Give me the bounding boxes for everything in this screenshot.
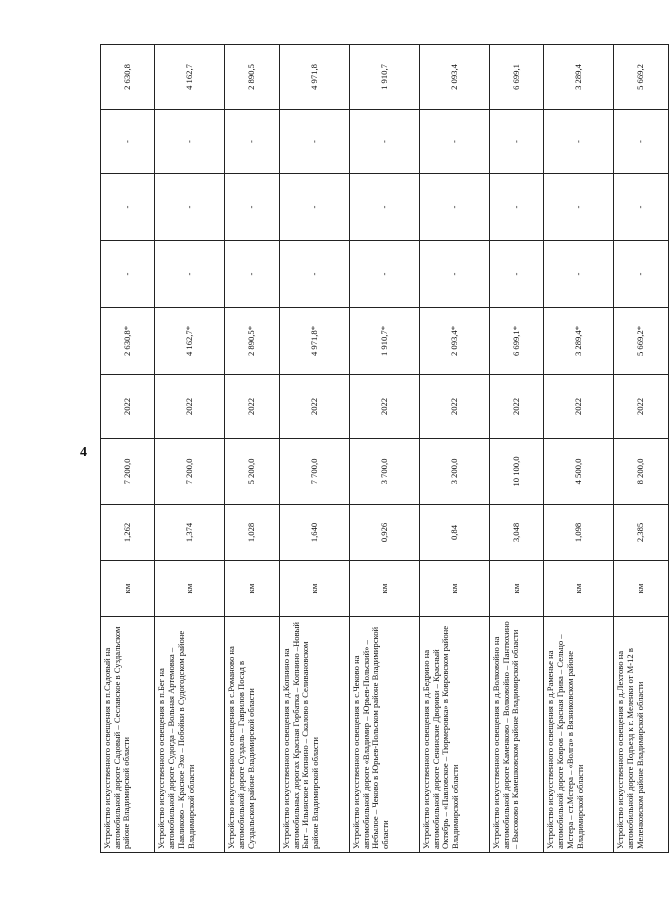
cell-cost: 4 500,0 [544, 439, 614, 505]
cell-extra-1: - [544, 241, 614, 308]
cell-extra-2: - [489, 174, 543, 241]
cell-financing: 1 910,7* [349, 308, 419, 375]
lighting-projects-table [100, 44, 669, 853]
cell-cost: 5 200,0 [225, 439, 279, 505]
cell-extra-3: - [225, 110, 279, 174]
cell-description: Устройство искусственного освещения в с.Романово на автомобильной дороге Суздаль – Гаврилов Посад в Суздальском районе Владимирской области [225, 617, 279, 853]
cell-extra-2: - [101, 174, 155, 241]
cell-extra-3: - [279, 110, 349, 174]
cell-financing: 2 630,8* [101, 308, 155, 375]
cell-description: Устройство искусственного освещения в п.Садовый на автомобильной дороге Садовый – Сеславское в Суздальском районе Владимирской области [101, 617, 155, 853]
cell-cost: 3 200,0 [419, 439, 489, 505]
cell-unit: км [349, 561, 419, 617]
table-row [614, 45, 669, 853]
page-number: 4 [80, 445, 87, 460]
cell-financing: 6 699,1* [489, 308, 543, 375]
cell-total: 3 289,4 [544, 45, 614, 110]
cell-year: 2022 [489, 375, 543, 439]
cell-year: 2022 [225, 375, 279, 439]
cell-extra-1: - [614, 241, 669, 308]
table-row [544, 45, 614, 853]
cell-cost: 3 700,0 [349, 439, 419, 505]
cell-extra-1: - [101, 241, 155, 308]
cell-length: 0,84 [419, 505, 489, 561]
cell-unit: км [155, 561, 225, 617]
cell-cost: 7 200,0 [101, 439, 155, 505]
cell-financing: 4 162,7* [155, 308, 225, 375]
table-row [489, 45, 543, 853]
cell-total: 6 699,1 [489, 45, 543, 110]
cell-total: 2 890,5 [225, 45, 279, 110]
cell-extra-3: - [544, 110, 614, 174]
cell-extra-3: - [489, 110, 543, 174]
cell-length: 0,926 [349, 505, 419, 561]
cell-extra-1: - [489, 241, 543, 308]
cell-extra-2: - [419, 174, 489, 241]
cell-unit: км [101, 561, 155, 617]
cell-financing: 2 890,5* [225, 308, 279, 375]
cell-extra-3: - [419, 110, 489, 174]
cell-year: 2022 [279, 375, 349, 439]
cell-extra-3: - [349, 110, 419, 174]
table-row [349, 45, 419, 853]
cell-unit: км [279, 561, 349, 617]
cell-extra-2: - [155, 174, 225, 241]
cell-financing: 4 971,8* [279, 308, 349, 375]
cell-year: 2022 [155, 375, 225, 439]
cell-extra-2: - [544, 174, 614, 241]
cell-length: 1,262 [101, 505, 155, 561]
table-row [155, 45, 225, 853]
table-row [101, 45, 155, 853]
cell-description: Устройство искусственного освещения в д.Лехтово на автомобильной дороге Подъезд к г. Меленки от М-12 в Меленковском районе Владимирской области [614, 617, 669, 853]
cell-cost: 8 200,0 [614, 439, 669, 505]
cell-financing: 5 669,2* [614, 308, 669, 375]
cell-year: 2022 [614, 375, 669, 439]
cell-length: 2,385 [614, 505, 669, 561]
table-row [279, 45, 349, 853]
cell-financing: 2 093,4* [419, 308, 489, 375]
cell-description: Устройство искусственного освещения в д.Копнино на автомобильных дорогах Красная Горбатка – Копнино –Новый Быт – Ильинское и Копнино – Скалово в Селивановском районе Владимирской области [279, 617, 349, 853]
cell-length: 1,098 [544, 505, 614, 561]
cell-unit: км [419, 561, 489, 617]
cell-extra-1: - [279, 241, 349, 308]
cell-year: 2022 [101, 375, 155, 439]
cell-year: 2022 [544, 375, 614, 439]
cell-extra-3: - [614, 110, 669, 174]
cell-unit: км [225, 561, 279, 617]
cell-extra-1: - [155, 241, 225, 308]
cell-cost: 7 200,0 [155, 439, 225, 505]
table-row [419, 45, 489, 853]
table-row [225, 45, 279, 853]
cell-extra-1: - [349, 241, 419, 308]
cell-length: 1,028 [225, 505, 279, 561]
cell-description: Устройство искусственного освещения в с.Чеково на автомобильной дороге «Владимир – Юрьев-Польский» – Небылое – Чеково в Юрьев-Польском районе Владимирской области [349, 617, 419, 853]
cell-financing: 3 289,4* [544, 308, 614, 375]
cell-unit: км [544, 561, 614, 617]
cell-extra-2: - [349, 174, 419, 241]
cell-description: Устройство искусственного освещения в п.Бег на автомобильной дороге Судогда – Вольная Артемовка – Павликово – Красное Эхо – Побойки в Судогодском районе Владимирской области [155, 617, 225, 853]
cell-description: Устройство искусственного освещения в д.Бедрино на автомобильной дороге Сенинские Дворики – Красный Октябрь – «Павловское – Тюрмеровка» в Ковровском районе Владимирской области [419, 617, 489, 853]
cell-extra-1: - [225, 241, 279, 308]
cell-total: 2 093,4 [419, 45, 489, 110]
cell-extra-2: - [614, 174, 669, 241]
table-container [100, 45, 669, 853]
cell-description: Устройство искусственного освещения в д.Раменье на автомобильной дороге Ковров – Красная Грива – Сельцо – Мстера – ст.Мстера – «Волга» в Вязниковском районе Владимирской области [544, 617, 614, 853]
cell-cost: 7 700,0 [279, 439, 349, 505]
cell-extra-3: - [101, 110, 155, 174]
table-body [101, 45, 669, 853]
cell-length: 3,048 [489, 505, 543, 561]
cell-length: 1,374 [155, 505, 225, 561]
cell-total: 5 669,2 [614, 45, 669, 110]
cell-year: 2022 [349, 375, 419, 439]
cell-extra-1: - [419, 241, 489, 308]
cell-total: 4 971,8 [279, 45, 349, 110]
rotated-table [100, 45, 669, 853]
cell-total: 1 910,7 [349, 45, 419, 110]
cell-extra-2: - [225, 174, 279, 241]
cell-extra-3: - [155, 110, 225, 174]
cell-unit: км [614, 561, 669, 617]
cell-unit: км [489, 561, 543, 617]
cell-length: 1,640 [279, 505, 349, 561]
cell-total: 4 162,7 [155, 45, 225, 110]
cell-extra-2: - [279, 174, 349, 241]
cell-year: 2022 [419, 375, 489, 439]
cell-total: 2 630,8 [101, 45, 155, 110]
cell-cost: 10 100,0 [489, 439, 543, 505]
cell-description: Устройство искусственного освещения в д.Волковойно на автомобильной дороге Каменково – Волковойно – Пантюхино – Высоково в Камешковском районе Владимирской области [489, 617, 543, 853]
